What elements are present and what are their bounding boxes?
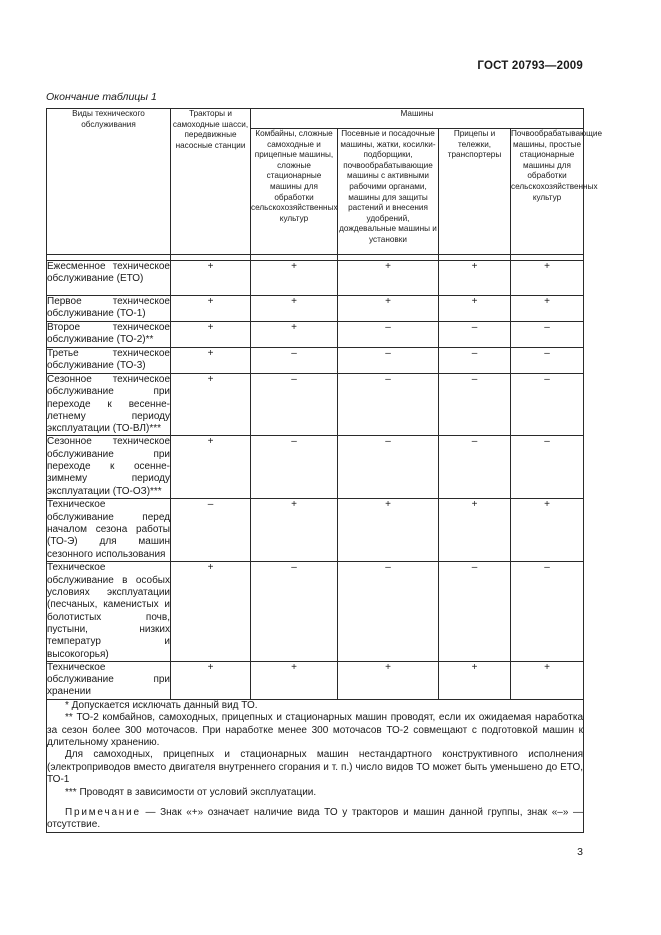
mark-cell: +: [171, 374, 251, 436]
remark-text: — Знак «+» означает наличие вида ТО у тракторов и машин данной группы, знак «–» — отсутствие.: [47, 807, 584, 831]
mark-cell: +: [511, 261, 584, 296]
mark-cell: +: [439, 499, 511, 562]
mark-cell: –: [439, 374, 511, 436]
mark-cell: –: [338, 322, 439, 348]
mark-cell: +: [511, 296, 584, 322]
row-label: Ежесменное техническое обслуживание (ЕТО): [47, 261, 171, 296]
row-label: Первое техническое обслуживание (ТО-1): [47, 296, 171, 322]
footnote-1: * Допускается исключать данный вид ТО.: [65, 699, 258, 711]
notes-row: [47, 699, 584, 832]
header-sowing: Посевные и посадочные машины, жатки, косилки-подборщики, почвообрабатывающие машины с активными рабочими органами, машины для защиты растений и внесения удобрений, дождевальные машины и установки: [338, 129, 439, 255]
header-combines: Комбайны, сложные самоходные и прицепные машины, сложные стационарные машины для обработки сельскохозяйственных культур: [251, 129, 338, 255]
mark-cell: +: [171, 296, 251, 322]
mark-cell: –: [338, 436, 439, 499]
mark-cell: +: [511, 499, 584, 562]
mark-cell: –: [338, 562, 439, 661]
mark-cell: –: [251, 436, 338, 499]
mark-cell: –: [338, 348, 439, 374]
row-label: Сезонное техническое обслуживание при переходе к осенне-зимнему периоду эксплуатации (ТО-ОЗ)***: [47, 436, 171, 499]
header-row-top: [47, 109, 584, 129]
mark-cell: –: [439, 562, 511, 661]
table-row: [47, 348, 584, 374]
mark-cell: –: [439, 322, 511, 348]
mark-cell: +: [251, 322, 338, 348]
mark-cell: +: [338, 499, 439, 562]
mark-cell: +: [171, 436, 251, 499]
mark-cell: –: [251, 562, 338, 661]
table-row: [47, 374, 584, 436]
mark-cell: –: [511, 436, 584, 499]
mark-cell: –: [338, 374, 439, 436]
mark-cell: –: [511, 322, 584, 348]
header-trailers: Прицепы и тележки, транспортеры: [439, 129, 511, 255]
footnote-3: *** Проводят в зависимости от условий эксплуатации.: [65, 786, 317, 798]
header-machines-group: Машины: [251, 109, 584, 129]
mark-cell: +: [171, 261, 251, 296]
notes-cell: [47, 699, 584, 832]
table-row: [47, 296, 584, 322]
mark-cell: +: [338, 296, 439, 322]
mark-cell: +: [171, 348, 251, 374]
header-tractors: Тракторы и самоходные шасси, передвижные насосные станции: [171, 109, 251, 255]
mark-cell: +: [251, 499, 338, 562]
mark-cell: +: [439, 261, 511, 296]
mark-cell: –: [439, 436, 511, 499]
mark-cell: –: [511, 348, 584, 374]
header-tillage: Почвообрабатывающие машины, простые стационарные машины для обработки сельскохозяйственных культур: [511, 129, 584, 255]
mark-cell: +: [338, 261, 439, 296]
mark-cell: –: [511, 562, 584, 661]
table-row: [47, 261, 584, 296]
table-caption: Окончание таблицы 1: [46, 91, 157, 103]
mark-cell: +: [251, 296, 338, 322]
remark-label: Примечание: [65, 807, 141, 818]
table-row: [47, 436, 584, 499]
footnote-2: ** ТО-2 комбайнов, самоходных, прицепных и стационарных машин проводят, если их ожидаемая наработка за сезон более 300 моточасов. При наработке менее 300 моточасов ТО-2 совмещают с подготовкой машин к длительному хранению.: [47, 712, 584, 748]
table-row: [47, 499, 584, 562]
maintenance-table: [46, 108, 603, 833]
table-row: [47, 661, 584, 699]
table-body: [47, 261, 584, 700]
mark-cell: +: [511, 661, 584, 699]
mark-cell: –: [439, 348, 511, 374]
mark-cell: –: [511, 374, 584, 436]
mark-cell: +: [251, 261, 338, 296]
row-label: Техническое обслуживание в особых условиях эксплуатации (песчаных, каменистых и болотистых почв, пустыни, низких температур и высокогорья): [47, 562, 170, 660]
row-label: Третье техническое обслуживание (ТО-3): [47, 348, 171, 374]
row-label: Сезонное техническое обслуживание при переходе к весенне-летнему периоду эксплуатации (ТО-ВЛ)***: [47, 374, 170, 435]
mark-cell: +: [171, 661, 251, 699]
mark-cell: +: [171, 322, 251, 348]
table-remark: [47, 807, 583, 832]
row-label: Техническое обслуживание перед началом сезона работы (ТО-Э) для машин сезонного использования: [47, 499, 171, 562]
mark-cell: +: [439, 296, 511, 322]
row-label: Второе техническое обслуживание (ТО-2)**: [47, 322, 171, 348]
document-designation: ГОСТ 20793—2009: [477, 60, 583, 72]
mark-cell: +: [251, 661, 338, 699]
header-kinds: Виды технического обслуживания: [47, 109, 171, 255]
mark-cell: –: [171, 499, 251, 562]
table-row: [47, 562, 584, 661]
row-label: Техническое обслуживание при хранении: [47, 661, 170, 698]
mark-cell: +: [439, 661, 511, 699]
mark-cell: +: [171, 562, 251, 661]
mark-cell: –: [251, 374, 338, 436]
page-number: 3: [577, 846, 583, 858]
table-row: [47, 322, 584, 348]
mark-cell: +: [338, 661, 439, 699]
footnote-2-continued: Для самоходных, прицепных и стационарных машин нестандартного конструктивного исполнения (электроприводов вместо двигателя внутреннего сгорания и т. п.) число видов ТО может быть уменьшено до ЕТО, ТО-1: [47, 749, 584, 786]
mark-cell: –: [251, 348, 338, 374]
